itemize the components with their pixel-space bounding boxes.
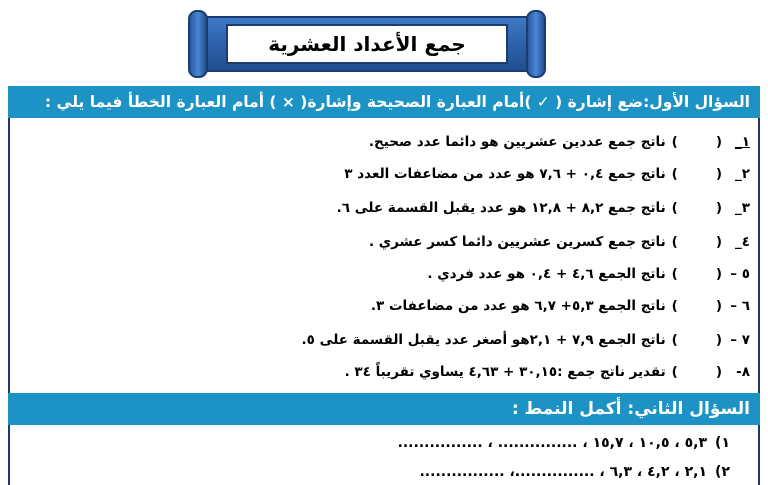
question-number: ٤_ <box>735 234 750 250</box>
question-number: ٦ – <box>730 298 750 314</box>
answer-paren-close: ) <box>671 332 678 348</box>
question-text: ناتج جمع كسرين عشريين دائما كسر عشري . <box>368 234 666 250</box>
question-item <box>369 228 750 256</box>
pattern-text[interactable]: ٥,٣ ، ١٠,٥ ، ١٥,٧ ، ............... ، ................ <box>397 435 708 451</box>
answer-paren-open: ( <box>715 298 722 314</box>
question-item <box>371 292 750 320</box>
question-item <box>337 194 750 222</box>
answer-paren-open: ( <box>715 266 722 282</box>
scroll-end-right <box>526 10 546 78</box>
question-item <box>427 260 750 288</box>
pattern-number: ١) <box>715 435 730 451</box>
answer-paren-close: ) <box>671 266 678 282</box>
question-number: ٣_ <box>735 200 750 216</box>
question-item <box>344 160 750 188</box>
question-number: ٧ – <box>730 332 750 348</box>
pattern-item <box>419 459 730 485</box>
question-number: ٢_ <box>735 166 750 182</box>
pattern-item <box>398 430 730 456</box>
question-text: ناتج الجمع ٥,٣+ ٦,٧ هو عدد من مضاعفات ٣. <box>370 298 666 314</box>
answer-paren-close: ) <box>671 134 678 150</box>
pattern-number: ٢) <box>715 464 730 480</box>
answer-paren-close: ) <box>671 234 678 250</box>
question-text: ناتج جمع ٠,٤ + ٧,٦ هو عدد من مضاعفات العدد ٣ <box>344 166 666 182</box>
answer-paren-open: ( <box>715 364 722 380</box>
question-number: ٥ – <box>730 266 750 282</box>
question2-heading: السؤال الثاني: أكمل النمط : <box>8 393 760 425</box>
answer-paren-open: ( <box>715 234 722 250</box>
question1-heading: السؤال الأول:ضع إشارة ( ✓ )أمام العبارة الصحيحة وإشارة( × ) أمام العبارة الخطأ فيما يلي : <box>8 86 760 118</box>
answer-paren-close: ) <box>671 364 678 380</box>
question-item <box>301 326 750 354</box>
question-number: ١_ <box>735 134 750 150</box>
scroll-end-left <box>188 10 208 78</box>
question-text: تقدير ناتج جمع :٣٠,١٥ + ٤,٦٣ يساوي تقريباً ٣٤ . <box>344 364 666 380</box>
question-text: ناتج جمع عددين عشريين هو دائما عدد صحيح. <box>368 134 666 150</box>
question-text: ناتج الجمع ٤,٦ + ٠,٤ هو عدد فردي . <box>427 266 666 282</box>
question-item <box>369 128 750 156</box>
question-text: ناتج الجمع ٧,٩ + ٢,١هو أصغر عدد يقبل القسمة على ٥. <box>301 332 666 348</box>
answer-paren-open: ( <box>715 200 722 216</box>
answer-paren-close: ) <box>671 298 678 314</box>
title-banner <box>188 8 546 82</box>
question-text: ناتج جمع ٨,٢ + ١٢,٨ هو عدد يقبل القسمة على ٦. <box>336 200 666 216</box>
frame-line-right <box>758 118 760 485</box>
pattern-text[interactable]: ٢,١ ، ٤,٢ ، ٦,٣ ، ...............، ................ <box>419 464 708 480</box>
page-title: جمع الأعداد العشرية <box>226 24 508 64</box>
question-number: ٨- <box>736 364 750 380</box>
answer-paren-close: ) <box>671 200 678 216</box>
answer-paren-open: ( <box>715 134 722 150</box>
frame-line-left <box>8 118 10 485</box>
answer-paren-open: ( <box>715 332 722 348</box>
answer-paren-close: ) <box>671 166 678 182</box>
question-item <box>345 358 750 386</box>
answer-paren-open: ( <box>715 166 722 182</box>
